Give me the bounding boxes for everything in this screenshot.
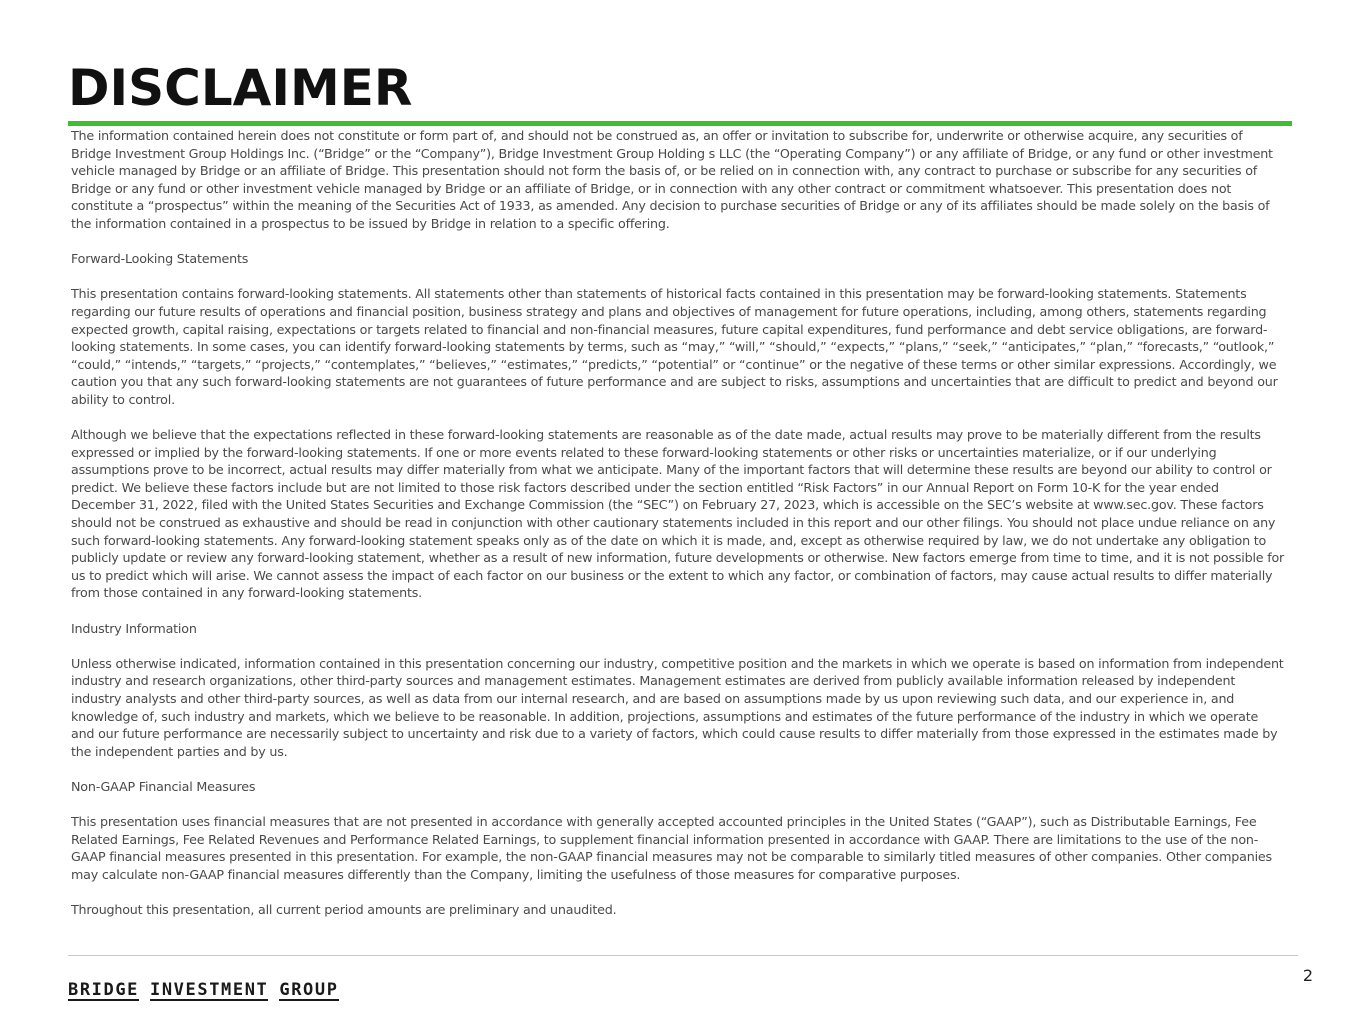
heading-forward-looking: Forward-Looking Statements — [71, 251, 249, 267]
disclaimer-body — [71, 127, 1285, 919]
heading-non-gaap: Non-GAAP Financial Measures — [71, 778, 256, 794]
logo-word-group: GROUP — [279, 980, 339, 1000]
paragraph-forward-looking-1: This presentation contains forward-looking statements. All statements other than statements of historical facts contained in this presentation may be forward-looking statements. Statements regarding our future results of operations and financial position, business strategy and plans and objectives of management for future operations, including, among others, statements regarding expected growth, capital raising, expectations or targets related to financial and non-financial measures, future capital expenditures, fund performance and debt service obligations, are forward-looking statements. In some cases, you can identify forward-looking statements by terms, such as “may,” “will,” “should,” “expects,” “plans,” “seek,” “anticipates,” “plan,” “forecasts,” “outlook,” “could,” “intends,” “targets,” “projects,” “contemplates,” “believes,” “estimates,” “predicts,” “potential” or “continue” or the negative of these terms or other similar expressions. Accordingly, we caution you that any such forward-looking statements are not guarantees of future performance and are subject to risks, assumptions and uncertainties that are difficult to predict and beyond our ability to control. — [71, 286, 1278, 407]
logo-word-bridge: BRIDGE — [68, 980, 140, 1000]
paragraph-preliminary: Throughout this presentation, all current period amounts are preliminary and unaudited. — [71, 902, 617, 918]
heading-industry-information: Industry Information — [71, 620, 197, 636]
footer-divider — [68, 955, 1298, 956]
paragraph-industry-information: Unless otherwise indicated, information contained in this presentation concerning our industry, competitive position and the markets in which we operate is based on information from independent industry and research organizations, other third-party sources and management estimates. Management estimates are derived from publicly available information released by independent industry analysts and other third-party sources, as well as data from our internal research, and are based on assumptions made by us upon reviewing such data, and our experience in, and knowledge of, such industry and markets, which we believe to be reasonable. In addition, projections, assumptions and estimates of the future performance of the industry in which we operate and our future performance are necessarily subject to uncertainty and risk due to a variety of factors, which could cause results to differ materially from those expressed in the estimates made by the independent parties and by us. — [71, 655, 1284, 759]
paragraph-forward-looking-2: Although we believe that the expectations reflected in these forward-looking statements are reasonable as of the date made, actual results may prove to be materially different from the results expressed or implied by the forward-looking statements. If one or more events related to these forward-looking statements or other risks or uncertainties materialize, or if our underlying assumptions prove to be incorrect, actual results may differ materially from what we anticipate. Many of the important factors that will determine these results are beyond our ability to control or predict. We believe these factors include but are not limited to those risk factors described under the section entitled “Risk Factors” in our Annual Report on Form 10-K for the year ended December 31, 2022, filed with the United States Securities and Exchange Commission (the “SEC”) on February 27, 2023, which is accessible on the SEC’s website at www.sec.gov. These factors should not be construed as exhaustive and should be read in conjunction with other cautionary statements included in this report and our other filings. You should not place undue reliance on any such forward-looking statements. Any forward-looking statement speaks only as of the date on which it is made, and, except as otherwise required by law, we do not undertake any obligation to publicly update or review any forward-looking statement, whether as a result of new information, future developments or otherwise. New factors emerge from time to time, and it is not possible for us to predict which will arise. We cannot assess the impact of each factor on our business or the extent to which any factor, or combination of factors, may cause actual results to differ materially from those contained in any forward-looking statements. — [71, 427, 1285, 601]
company-logo — [68, 981, 339, 1001]
paragraph-non-gaap: This presentation uses financial measures that are not presented in accordance with generally accepted accounted principles in the United States (“GAAP”), such as Distributable Earnings, Fee Related Earnings, Fee Related Revenues and Performance Related Earnings, to supplement financial information presented in accordance with GAAP. There are limitations to the use of the non-GAAP financial measures presented in this presentation. For example, the non-GAAP financial measures may not be comparable to similarly titled measures of other companies. Other companies may calculate non-GAAP financial measures differently than the Company, limiting the usefulness of those measures for comparative purposes. — [71, 814, 1272, 882]
title-underline — [68, 121, 1292, 126]
logo-word-investment: INVESTMENT — [150, 980, 269, 1000]
page-title: DISCLAIMER — [68, 59, 413, 117]
paragraph-intro: The information contained herein does not constitute or form part of, and should not be construed as, an offer or invitation to subscribe for, underwrite or otherwise acquire, any securities of Bridge Investment Group Holdings Inc. (“Bridge” or the “Company”), Bridge Investment Group Holding s LLC (the “Operating Company”) or any affiliate of Bridge, or any fund or other investment vehicle managed by Bridge or an affiliate of Bridge. This presentation should not form the basis of, or be relied on in connection with, any contract to purchase or subscribe for any securities of Bridge or any fund or other investment vehicle managed by Bridge or an affiliate of Bridge, or in connection with any other contract or commitment whatsoever. This presentation does not constitute a “prospectus” within the meaning of the Securities Act of 1933, as amended. Any decision to purchase securities of Bridge or any of its affiliates should be made solely on the basis of the information contained in a prospectus to be issued by Bridge in relation to a specific offering. — [71, 128, 1273, 231]
page-number: 2 — [1302, 966, 1313, 985]
